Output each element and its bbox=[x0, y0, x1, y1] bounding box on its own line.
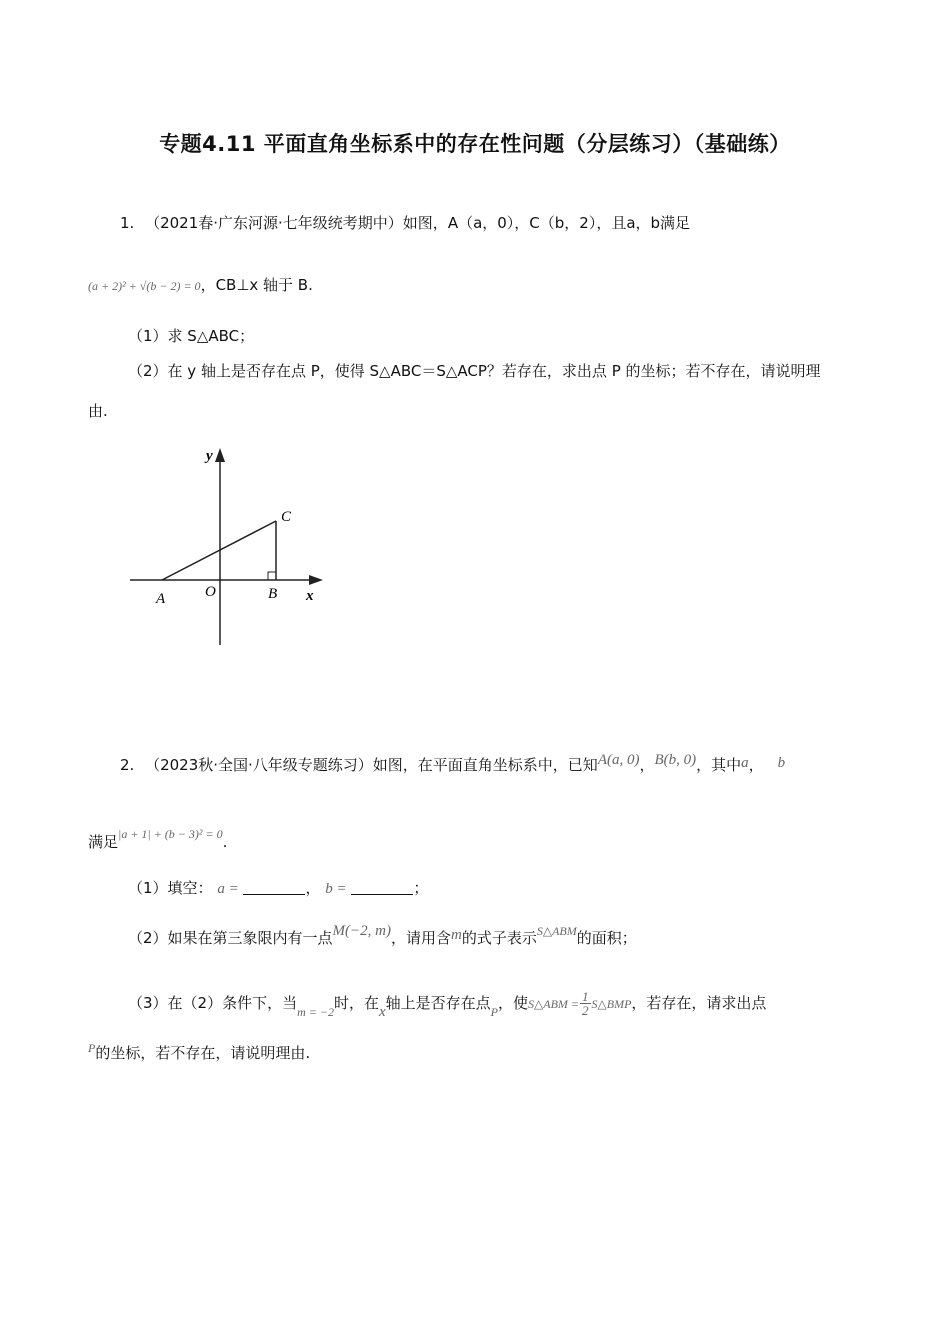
q2-part3 bbox=[128, 989, 767, 1020]
label-o: O bbox=[205, 584, 216, 600]
q1-condition-math: (a + 2)² + √(b − 2) = 0 bbox=[88, 279, 201, 293]
fraction-denominator: 2 bbox=[582, 1003, 589, 1018]
q2-part3-text4: ，使 bbox=[498, 994, 529, 1012]
q2-part1-a: a = bbox=[217, 881, 239, 897]
label-b: B bbox=[268, 586, 278, 602]
q2-part1: （1）填空： a = ， b = ； bbox=[128, 879, 429, 897]
right-angle-mark bbox=[268, 572, 276, 580]
q2-part2-text1: （2）如果在第三象限内有一点 bbox=[128, 929, 333, 947]
q2-condition-math: |a + 1| + (b − 3)² = 0 bbox=[118, 827, 223, 841]
one-half-fraction bbox=[580, 990, 591, 1017]
q2-part3-p: P bbox=[490, 1005, 499, 1019]
q2-part3-text2: 时，在 bbox=[333, 994, 379, 1012]
q2-line2: 满足$^{|a + 1| + (b - 3)^2 = 0}$. bbox=[88, 827, 228, 851]
q1-part2-line1: （2）在 y 轴上是否存在点 P，使得 S△ABC＝S△ACP？若存在，求出点 P 的坐标；若不存在，请说明理 bbox=[128, 362, 821, 380]
label-y: y bbox=[206, 448, 213, 464]
q2-var-a: a bbox=[741, 755, 749, 771]
q2-part3-text1: （3）在（2）条件下，当 bbox=[128, 994, 298, 1012]
q2-part3-text3: 轴上是否存在点 bbox=[385, 994, 491, 1012]
q2-part2-text4: 的面积； bbox=[576, 929, 637, 947]
q2-part1-label: （1）填空： bbox=[128, 879, 213, 897]
q2-number: 2. bbox=[120, 756, 135, 774]
q2-part3-line2-p: P bbox=[88, 1041, 96, 1055]
q1-figure bbox=[120, 440, 340, 650]
q2-source: （2023秋·全国·八年级专题练习）如图，在平面直角坐标系中，已知 bbox=[145, 756, 598, 774]
q1-part2-line2: 由. bbox=[88, 402, 108, 420]
segment-ac bbox=[162, 521, 276, 580]
answer-blank-a[interactable] bbox=[243, 879, 305, 895]
q2-where: ，其中 bbox=[696, 756, 742, 774]
q1-part1: （1）求 S△ABC； bbox=[128, 327, 255, 345]
q1-line2 bbox=[88, 275, 313, 296]
q2-part3-x: x bbox=[378, 1004, 386, 1020]
q1-points: A（a，0），C（b，2），且a，b满足 bbox=[447, 214, 691, 232]
answer-blank-b[interactable] bbox=[351, 879, 413, 895]
q1-source: （2021春·广东河源·七年级统考期中）如图， bbox=[145, 214, 448, 232]
label-c: C bbox=[281, 509, 292, 525]
q1-line1 bbox=[120, 213, 690, 233]
q2-part2-text3: 的式子表示 bbox=[461, 929, 537, 947]
q2-point-a: A(a, 0) bbox=[597, 752, 640, 768]
q2-part1-b: b = bbox=[325, 881, 347, 897]
q2-satisfy: 满足 bbox=[88, 833, 119, 851]
q2-line1: 2. （2023秋·全国·八年级专题练习）如图，在平面直角坐标系中，已知A(a, 0)，B(b, 0)，其中a， b bbox=[120, 752, 786, 774]
q1-number: 1. bbox=[120, 214, 135, 232]
q2-part2-s: S△ABM bbox=[536, 924, 577, 938]
q2-part3-eq-right: S△BMP bbox=[591, 997, 632, 1011]
label-a: A bbox=[156, 591, 166, 607]
q1-perp: ，CB⊥x 轴于 B. bbox=[200, 276, 313, 294]
q2-var-b: b bbox=[777, 755, 786, 771]
q2-part3-cond: m = −2 bbox=[297, 1005, 334, 1019]
q2-part2-m: m bbox=[451, 927, 462, 943]
x-axis-arrow-icon bbox=[309, 575, 323, 585]
q2-part2-text2: ，请用含 bbox=[391, 929, 452, 947]
fraction-numerator: 1 bbox=[582, 989, 589, 1004]
page-title: 专题4.11 平面直角坐标系中的存在性问题（分层练习）（基础练） bbox=[159, 132, 791, 156]
q2-part3-eq-left: S△ABM = bbox=[528, 997, 580, 1011]
q2-part2-m-point: M(−2, m) bbox=[332, 923, 391, 939]
q2-point-b: B(b, 0) bbox=[654, 752, 697, 768]
label-x: x bbox=[306, 588, 314, 604]
q2-part3-line2 bbox=[88, 1043, 310, 1064]
y-axis-arrow-icon bbox=[215, 448, 225, 462]
q2-part2 bbox=[128, 923, 637, 949]
q2-part3-text5: ，若存在，请求出点 bbox=[631, 994, 767, 1012]
q2-part3-line2-text: 的坐标，若不存在，请说明理由. bbox=[95, 1044, 311, 1062]
